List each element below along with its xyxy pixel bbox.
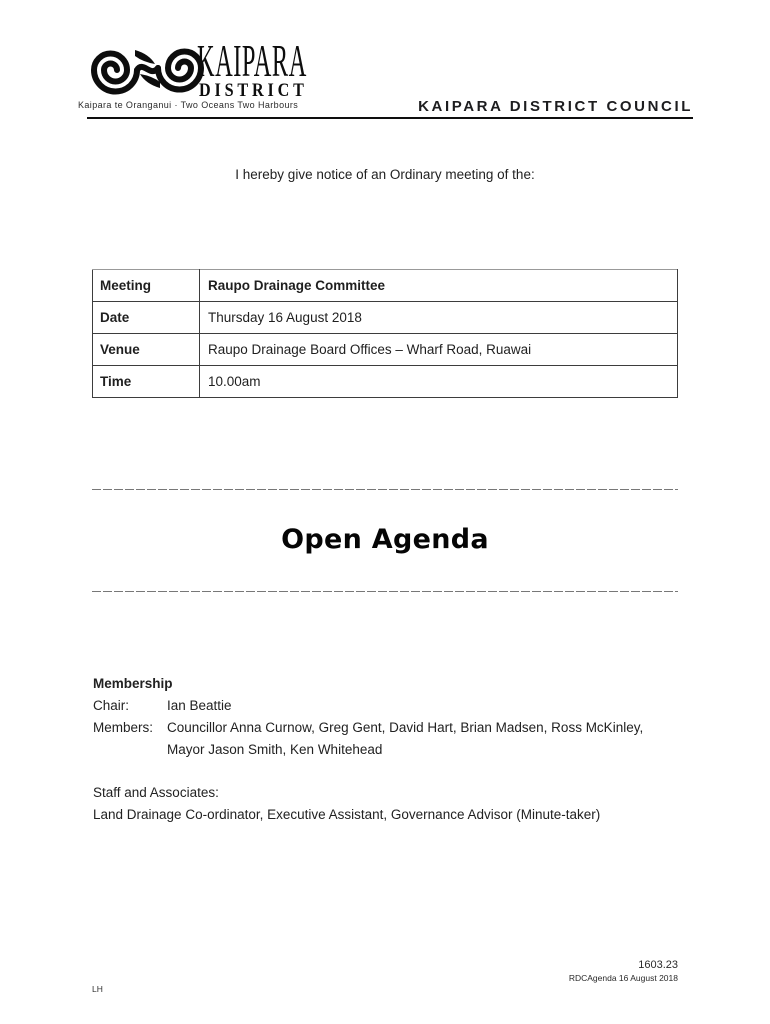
staff-section [93, 785, 679, 829]
table-row-time [93, 366, 678, 398]
chair-row [93, 698, 679, 720]
meeting-details-table [92, 269, 678, 398]
members-names-line1: Councillor Anna Curnow, Greg Gent, David Hart, Brian Madsen, Ross McKinley, [167, 720, 644, 735]
footer-document-info [569, 959, 678, 983]
author-initials: LH [92, 984, 103, 994]
chair-name: Ian Beattie [167, 698, 232, 713]
table-row-date [93, 302, 678, 334]
notice-line: I hereby give notice of an Ordinary meeting of the: [235, 167, 535, 182]
table-row-venue [93, 334, 678, 366]
row-value: Thursday 16 August 2018 [200, 302, 678, 334]
logo-tagline: Kaipara te Oranganui · Two Oceans Two Harbours [78, 100, 299, 110]
membership-heading: Membership [93, 676, 173, 691]
doc-reference: RDCAgenda 16 August 2018 [568, 973, 678, 983]
row-label: Time [93, 366, 200, 398]
membership-section [93, 676, 679, 764]
members-names-line2: Mayor Jason Smith, Ken Whitehead [167, 742, 383, 757]
divider-line-bottom [92, 591, 678, 592]
staff-heading: Staff and Associates: [93, 785, 219, 800]
koru-logo-icon [85, 40, 211, 98]
council-name: KAIPARA DISTRICT COUNCIL [418, 98, 693, 115]
row-value: 10.00am [200, 366, 678, 398]
members-row [93, 720, 679, 742]
staff-names: Land Drainage Co-ordinator, Executive Assistant, Governance Advisor (Minute-taker) [93, 807, 601, 822]
table-row-meeting [93, 270, 678, 302]
members-label: Members: [93, 720, 154, 735]
chair-label: Chair: [93, 698, 130, 713]
members-row-continued [93, 742, 679, 764]
row-label: Meeting [93, 270, 200, 302]
row-label: Date [93, 302, 200, 334]
row-label: Venue [93, 334, 200, 366]
logo-wordmark-district: DISTRICT [199, 80, 308, 101]
logo-wordmark-kaipara: KAIPARA [197, 35, 307, 86]
row-value: Raupo Drainage Board Offices – Wharf Road, Ruawai [200, 334, 678, 366]
agenda-title: Open Agenda [281, 524, 489, 555]
header-rule [87, 117, 693, 119]
doc-number: 1603.23 [638, 959, 678, 971]
divider-line-top [92, 489, 678, 490]
row-value: Raupo Drainage Committee [200, 270, 678, 302]
